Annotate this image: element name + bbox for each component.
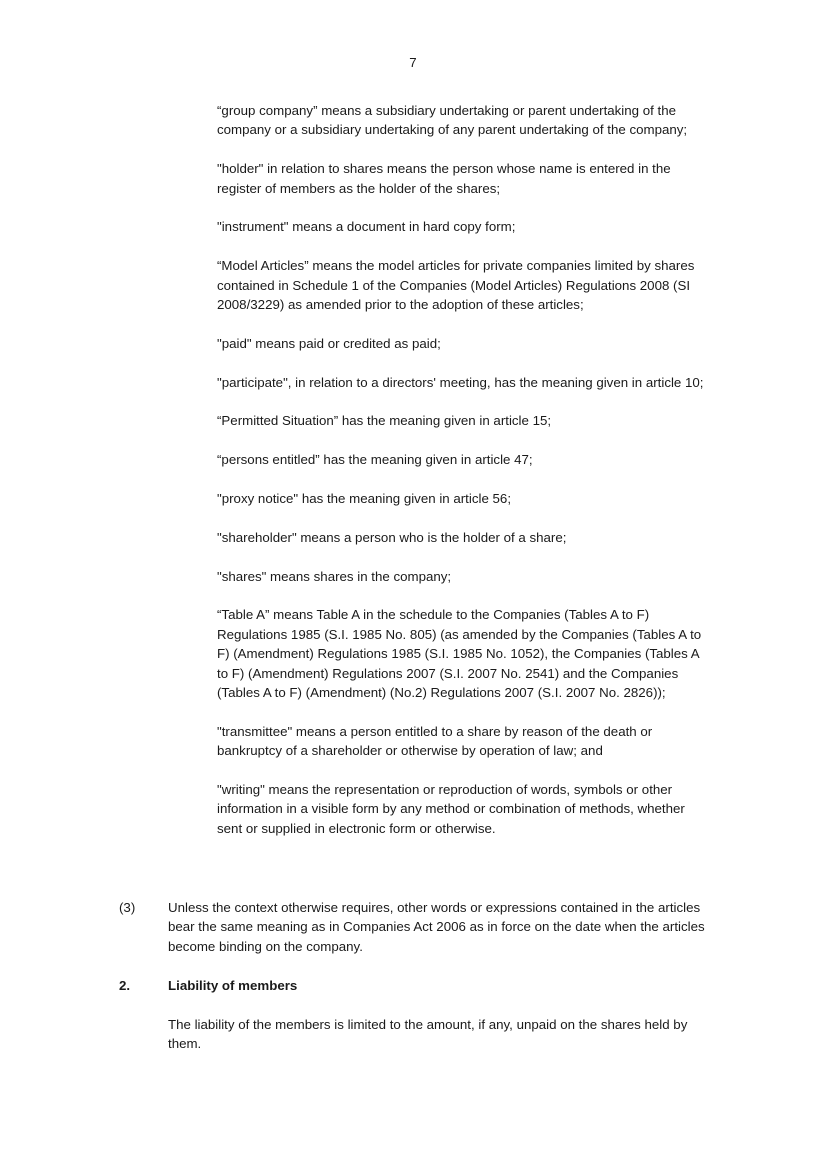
- definition-transmittee: "transmittee" means a person entitled to a share by reason of the death or bankruptcy of a shareholder or otherwise by operation of law; and: [217, 723, 653, 759]
- definition-proxy-notice: "proxy notice" has the meaning given in article 56;: [217, 491, 512, 506]
- definition-shareholder: "shareholder" means a person who is the holder of a share;: [217, 529, 567, 545]
- definition-instrument: "instrument" means a document in hard copy form;: [217, 219, 516, 235]
- clause-3-number: (3): [119, 900, 136, 915]
- definition-permitted-situation: “Permitted Situation” has the meaning given in article 15;: [217, 413, 552, 429]
- clause-3-text: Unless the context otherwise requires, other words or expressions contained in the articles bear the same meaning as in Companies Act 2006 as in force on the date when the articles become binding on the company.: [168, 900, 705, 954]
- definition-writing: "writing" means the representation or reproduction of words, symbols or other information in a visible form by any method or combination of methods, whether sent or supplied in electronic form or otherwise.: [217, 782, 685, 836]
- definition-persons-entitled: “persons entitled” has the meaning given in article 47;: [217, 452, 533, 468]
- definition-holder: "holder" in relation to shares means the person whose name is entered in the register of members as the holder of the shares;: [217, 161, 671, 196]
- article-2-heading-row: [119, 976, 719, 995]
- definition-model-articles: “Model Articles” means the model articles for private companies limited by shares contained in Schedule 1 of the Companies (Model Articles) Regulations 2008 (SI 2008/3229) as amended prior to the adoption of these articles;: [217, 258, 695, 313]
- article-2-text: The liability of the members is limited to the amount, if any, unpaid on the shares held by them.: [168, 1017, 688, 1052]
- article-2-number: 2.: [119, 978, 131, 993]
- definition-paid: "paid" means paid or credited as paid;: [217, 335, 441, 351]
- definition-group-company: “group company” means a subsidiary undertaking or parent undertaking of the company or a subsidiary undertaking of any parent undertaking of the company;: [217, 103, 688, 138]
- definition-table-a: “Table A” means Table A in the schedule to the Companies (Tables A to F) Regulations 1985 (S.I. 1985 No. 805) (as amended by the Companies (Tables A to F) (Amendment) Regulations 1985 (S.I. 1985 No. 1052), the Companies (Tables A to F) (Amendment) Regulations 2007 (S.I. 2007 No. 2541) and the Companies (Tables A to F) (Amendment) (No.2) Regulations 2007 (S.I. 2007 No. 2826));: [217, 607, 702, 701]
- definitions-list: [217, 101, 713, 858]
- definition-shares: "shares" means shares in the company;: [217, 568, 452, 584]
- definition-participate: "participate", in relation to a directors' meeting, has the meaning given in article 10;: [217, 374, 704, 390]
- page-number: 7: [409, 55, 417, 70]
- article-2-heading: Liability of members: [168, 978, 298, 993]
- clause-3: [119, 898, 719, 956]
